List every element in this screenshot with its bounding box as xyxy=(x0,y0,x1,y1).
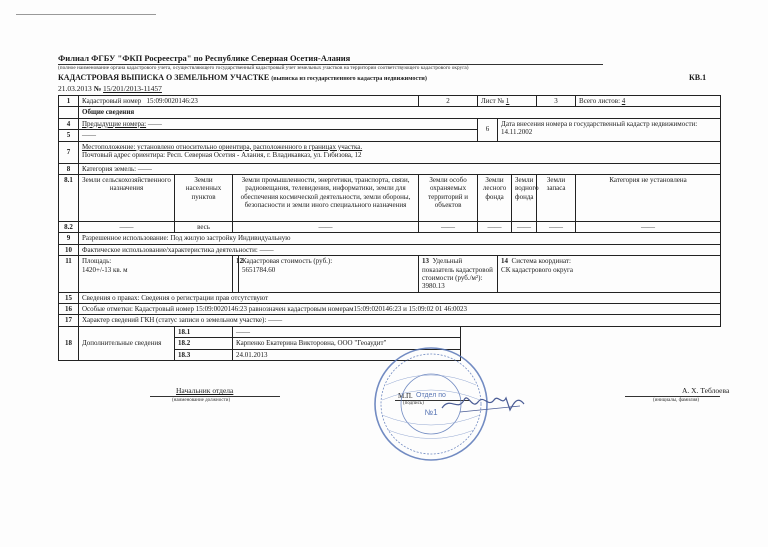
land-category-label: Категория земель: xyxy=(82,164,137,173)
actual-use-cell xyxy=(79,244,721,255)
cadastral-number-value: 15:09:0020146:23 xyxy=(146,97,198,105)
table-row xyxy=(59,221,721,232)
row-number: 18.1 xyxy=(175,326,233,337)
additional-info-label: Дополнительные сведения xyxy=(79,326,175,360)
sheet-label: Лист № xyxy=(481,97,505,105)
special-notes: Особые отметки: Кадастровый номер 15:09:0020146:23 равнозначен кадастровым номерам15:09:020146:23 и 15:09:02 01 46:0023 xyxy=(79,304,721,315)
row-number: 4 xyxy=(59,118,79,129)
land-category-cell xyxy=(79,163,721,174)
category-agricultural: Земли сельскохозяйственного назначения xyxy=(79,174,175,221)
row-number: 16 xyxy=(59,304,79,315)
category-protected: Земли особо охраняемых территорий и объектов xyxy=(419,174,478,221)
gkn-status-label: Характер сведений ГКН (статус записи о земельном участке): xyxy=(82,316,267,325)
value-industry: —— xyxy=(233,221,419,232)
name-underline xyxy=(625,396,720,397)
gkn-status-cell xyxy=(79,315,721,326)
previous-numbers-value-2: —— xyxy=(79,130,478,141)
row-number: 5 xyxy=(59,130,79,141)
additional-info-2: Карпенко Екатерина Викторовна, ООО "Геоаудит" xyxy=(233,338,461,349)
row-number: 1 xyxy=(59,96,79,107)
form-code: КВ.1 xyxy=(689,73,707,82)
rights-info: Сведения о правах: Сведения о регистрации прав отсутствуют xyxy=(79,292,721,303)
category-not-set: Категория не установлена xyxy=(576,174,721,221)
table-row xyxy=(59,233,721,244)
row-number: 2 xyxy=(419,96,478,107)
row-number: 17 xyxy=(59,315,79,326)
value-not-set: —— xyxy=(576,221,721,232)
cadastral-number-label: Кадастровый номер xyxy=(82,97,142,105)
specific-value-value: 3980.13 xyxy=(422,282,445,291)
previous-numbers-value: —— xyxy=(147,119,162,128)
value-forest: —— xyxy=(478,221,512,232)
row-number: 14 xyxy=(501,257,509,266)
corner-mark xyxy=(16,14,156,23)
registration-date-label: Дата внесения номера в государственный кадастр недвижимости: xyxy=(501,119,698,128)
document-number: 15/201/2013-11457 xyxy=(103,84,162,93)
coordinate-system-value: СК кадастрового округа xyxy=(501,265,573,274)
position-note: (наименование должности) xyxy=(172,398,231,403)
position-title: Начальник отдела xyxy=(176,386,234,395)
row-number: 18.2 xyxy=(175,338,233,349)
cadastral-number-cell xyxy=(79,96,419,107)
category-forest: Земли лесного фонда xyxy=(478,174,512,221)
row-number: 8 xyxy=(59,163,79,174)
cadastral-value-value: 5651784.60 xyxy=(242,265,276,274)
row-number: 7 xyxy=(59,141,79,163)
value-reserve: —— xyxy=(537,221,576,232)
specific-value-cell xyxy=(419,256,498,293)
empty-cell xyxy=(461,326,721,337)
row-number: 8.1 xyxy=(59,174,79,221)
date-and-number xyxy=(58,84,162,93)
position-underline xyxy=(150,396,280,397)
name-note: (инициалы, фамилия) xyxy=(653,398,700,403)
total-sheets-label: Всего листов: xyxy=(579,97,621,105)
category-industry: Земли промышленности, энергетики, транспорта, связи, радиовещания, телевидения, информатики, земли для обеспечения космической деятельности, земли обороны, безопасности и земли иного специального назначения xyxy=(233,174,419,221)
handwritten-signature xyxy=(440,388,530,418)
previous-numbers-label: Предыдущие номера: xyxy=(82,119,147,128)
location-text: Местоположение: установлено относительно ориентира, расположенного в границах участка. xyxy=(82,142,363,151)
document-title xyxy=(58,73,427,82)
registration-date-cell xyxy=(498,118,721,141)
table-row xyxy=(59,304,721,315)
row-number: 15 xyxy=(59,292,79,303)
value-agricultural: —— xyxy=(79,221,175,232)
organization-name: Филиал ФГБУ "ФКП Росреестра" по Республике Северная Осетия-Алания xyxy=(58,53,351,63)
value-settlements: весь xyxy=(175,221,233,232)
additional-info-1: —— xyxy=(233,326,461,337)
table-row xyxy=(59,107,721,118)
land-category-value: —— xyxy=(137,164,152,173)
permitted-use: Разрешенное использование: Под жилую застройку Индивидуальную xyxy=(79,233,721,244)
area-label: Площадь: xyxy=(82,257,112,266)
coordinate-system-label: Система координат: xyxy=(511,257,571,266)
row-number: 8.2 xyxy=(59,221,79,232)
table-row xyxy=(59,292,721,303)
document-date: 21.03.2013 xyxy=(58,84,92,93)
gkn-status-value: —— xyxy=(268,316,283,325)
total-sheets-cell xyxy=(576,96,721,107)
row-number: 9 xyxy=(59,233,79,244)
table-row xyxy=(59,244,721,255)
category-reserve: Земли запаса xyxy=(537,174,576,221)
cadastral-value-cell xyxy=(239,256,419,293)
table-row xyxy=(59,96,721,107)
stamp-text: Отдел по xyxy=(416,392,446,399)
signature-note: (подпись) xyxy=(403,401,424,406)
row-number: 18.3 xyxy=(175,349,233,360)
organization-note: (полное наименование органа кадастрового учета, осуществляющего государственный кадастровый учет земельных участков на территории соответствующего кадастрового округа) xyxy=(58,65,469,71)
empty-cell xyxy=(461,338,721,349)
row-number: 12 xyxy=(233,256,239,293)
category-settlements: Земли населенных пунктов xyxy=(175,174,233,221)
stamp-number: №1 xyxy=(424,408,438,417)
empty-cell xyxy=(461,349,721,360)
cadastral-table xyxy=(58,95,721,361)
postal-address: Почтовый адрес ориентира: Респ. Северная Осетия - Алания, г. Владикавказ, ул. Гибизова, 12 xyxy=(82,150,362,159)
row-number: 6 xyxy=(478,118,498,141)
table-row xyxy=(59,326,721,337)
sheet-number-cell xyxy=(478,96,537,107)
row-number: 18 xyxy=(59,326,79,360)
row-number: 10 xyxy=(59,244,79,255)
table-row xyxy=(59,174,721,221)
table-row xyxy=(59,118,721,129)
row-number: 3 xyxy=(537,96,576,107)
actual-use-label: Фактическое использование/характеристика деятельности: xyxy=(82,245,258,254)
location-cell xyxy=(79,141,721,163)
table-row xyxy=(59,141,721,163)
number-prefix: № xyxy=(93,84,102,93)
value-protected: —— xyxy=(419,221,478,232)
row-number: 11 xyxy=(59,256,79,293)
additional-info-3: 24.01.2013 xyxy=(233,349,461,360)
table-row xyxy=(59,163,721,174)
specific-value-label: Удельный показатель кадастровой стоимости (руб./м²): xyxy=(422,257,493,282)
area-cell xyxy=(79,256,233,293)
total-sheets-value: 4 xyxy=(621,97,626,105)
seal-place-label: М.П. xyxy=(398,392,413,400)
actual-use-value: —— xyxy=(259,245,274,254)
registration-date-value: 14.11.2002 xyxy=(501,128,533,137)
official-name: А. Х. Теблоева xyxy=(682,386,730,395)
row-number: 13 xyxy=(422,257,430,266)
empty-cell xyxy=(59,107,79,118)
value-water: —— xyxy=(512,221,537,232)
area-value: 1420+/-13 кв. м xyxy=(82,265,128,274)
sheet-value: 1 xyxy=(505,97,510,105)
category-water: Земли водного фонда xyxy=(512,174,537,221)
previous-numbers-cell xyxy=(79,118,478,129)
general-info-heading: Общие сведения xyxy=(79,107,721,118)
table-row xyxy=(59,315,721,326)
coordinate-system-cell xyxy=(498,256,721,293)
document-title-note: (выписка из государственного кадастра недвижимости) xyxy=(271,75,427,82)
cadastral-value-label: Кадастровая стоимость (руб.): xyxy=(242,257,333,266)
document-title-text: КАДАСТРОВАЯ ВЫПИСКА О ЗЕМЕЛЬНОМ УЧАСТКЕ xyxy=(58,73,270,82)
table-row xyxy=(59,256,721,293)
